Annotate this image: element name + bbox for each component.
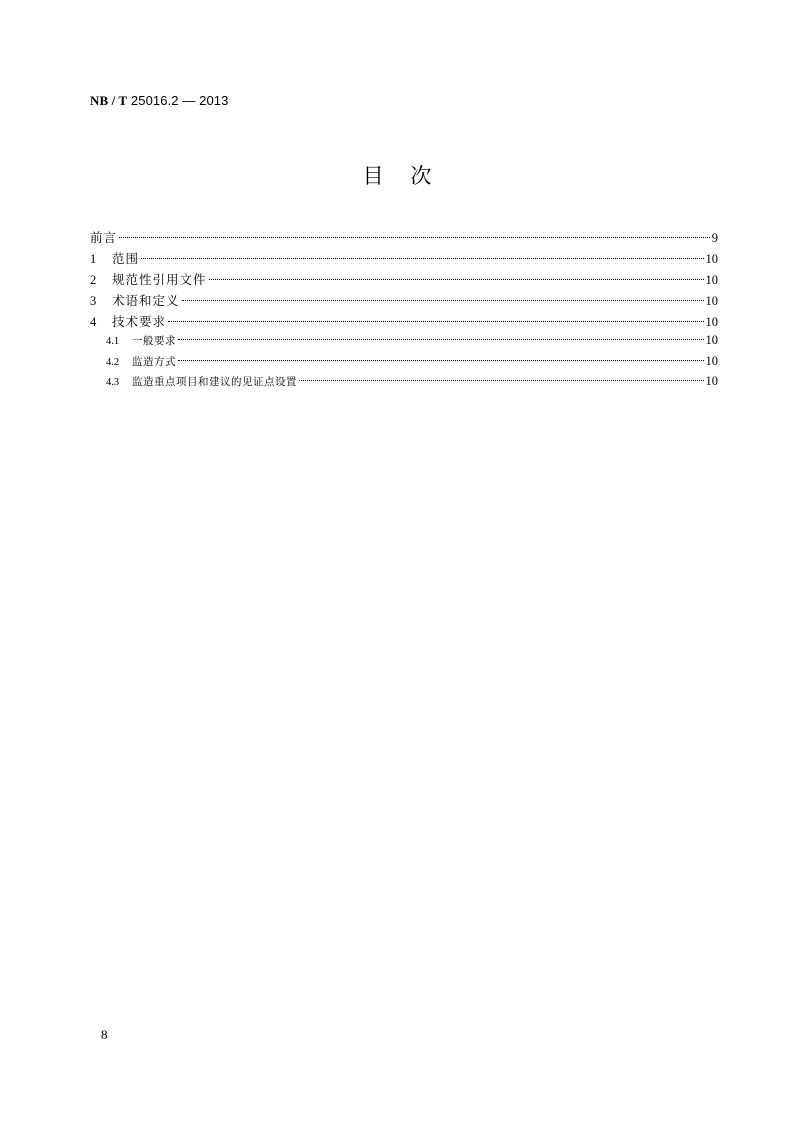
toc-entry-text: 范围: [112, 251, 140, 266]
toc-entry-page: 10: [705, 315, 718, 329]
toc-entry-text: 一般要求: [132, 335, 176, 347]
toc-entry-page: 10: [705, 374, 718, 388]
table-of-contents: [90, 228, 718, 395]
toc-entry-number: 4.2: [106, 356, 120, 368]
toc-entry-supervision-method[interactable]: [90, 354, 718, 375]
document-code-number: 25016.2 — 2013: [127, 93, 229, 108]
toc-entry-page: 10: [705, 333, 718, 347]
toc-dot-leader: [141, 258, 703, 259]
toc-entry-text: 术语和定义: [112, 293, 180, 308]
toc-entry-normative-references[interactable]: [90, 270, 718, 291]
toc-dot-leader: [178, 339, 704, 340]
toc-entry-scope[interactable]: [90, 249, 718, 270]
toc-entry-terms-definitions[interactable]: [90, 291, 718, 312]
toc-entry-page: 9: [711, 231, 718, 245]
document-code: [90, 93, 228, 109]
toc-title: 目 次: [362, 164, 432, 188]
document-code-prefix: NB / T: [90, 93, 128, 108]
toc-entry-text: 技术要求: [112, 314, 167, 329]
toc-entry-page: 10: [705, 353, 718, 368]
toc-entry-page: 10: [705, 273, 718, 287]
toc-entry-text: 规范性引用文件: [112, 272, 207, 287]
page-number: 8: [101, 1027, 108, 1042]
toc-entry-text: 前言: [90, 230, 118, 245]
toc-dot-leader: [168, 321, 703, 322]
toc-entry-key-items-witness-points[interactable]: [90, 374, 718, 395]
toc-entry-number: 4: [90, 315, 97, 329]
toc-entry-page: 10: [705, 294, 718, 308]
toc-dot-leader: [299, 380, 704, 381]
toc-entry-foreword[interactable]: [90, 228, 718, 249]
toc-entry-technical-requirements[interactable]: [90, 312, 718, 333]
toc-entry-number: 3: [90, 294, 97, 308]
toc-entry-text: 监造方式: [132, 355, 176, 368]
toc-entry-number: 4.3: [106, 377, 120, 388]
toc-dot-leader: [119, 237, 710, 238]
toc-entry-number: 2: [90, 273, 97, 287]
toc-entry-number: 4.1: [106, 336, 120, 347]
toc-entry-general-requirements[interactable]: [90, 333, 718, 354]
toc-entry-text: 监造重点项目和建议的见证点设置: [132, 376, 297, 388]
toc-dot-leader: [178, 360, 704, 361]
toc-entry-number: 1: [90, 252, 97, 266]
toc-dot-leader: [182, 300, 704, 301]
toc-dot-leader: [209, 279, 704, 280]
toc-entry-page: 10: [705, 252, 718, 266]
